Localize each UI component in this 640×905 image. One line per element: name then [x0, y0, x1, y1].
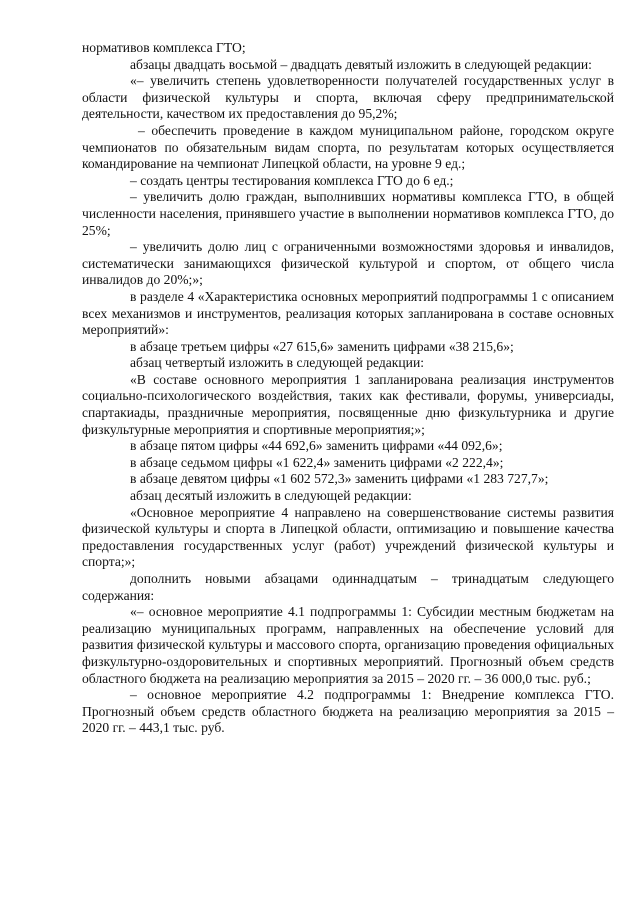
paragraph-satisfaction-target: «– увеличить степень удовлетворенности получателей государственных услуг в области физической культуры и спорта, включая сферу предпринимательской деятельности, качеством их предоставления до 95,2%;: [82, 73, 614, 122]
paragraph-main-event-1: «В составе основного мероприятия 1 запланирована реализация инструментов социально-психологического воздействия, таких как фестивали, форумы, универсиады, спартакиады, праздничные мероприятия, посвященные дню физкультурника и другие физкультурные мероприятия и спортивные мероприятия;»;: [82, 371, 614, 437]
paragraph-amend-28-29: абзацы двадцать восьмой – двадцать девятый изложить в следующей редакции:: [130, 56, 592, 72]
paragraph-ninth-figures: в абзаце девятом цифры «1 602 572,3» заменить цифрами «1 283 727,7»;: [130, 471, 549, 487]
paragraph-fifth-figures: в абзаце пятом цифры «44 692,6» заменить цифрами «44 092,6»;: [130, 438, 503, 454]
paragraph-section-4: в разделе 4 «Характеристика основных мероприятий подпрограммы 1 с описанием всех механизмов и инструментов, реализация которых запланирована в составе основных мероприятий»:: [82, 288, 614, 338]
paragraph-disabled-share: – увеличить долю лиц с ограниченными возможностями здоровья и инвалидов, систематически занимающихся физической культурой и спортом, от общего числа инвалидов до 20%;»;: [82, 239, 614, 288]
paragraph-fourth-amend: абзац четвертый изложить в следующей редакции:: [130, 355, 425, 371]
paragraph-championships-target: – обеспечить проведение в каждом муниципальном районе, городском округе чемпионатов по обязательным видам спорта, по результатам которых осуществляется командирование на чемпионат Липецкой области, на уровне 9 ед.;: [82, 122, 614, 172]
paragraph-seventh-figures: в абзаце седьмом цифры «1 622,4» заменить цифрами «2 222,4»;: [130, 454, 504, 470]
paragraph-testing-centers: – создать центры тестирования комплекса ГТО до 6 ед.;: [130, 172, 454, 188]
paragraph-tenth-amend: абзац десятый изложить в следующей редакции:: [130, 488, 412, 504]
paragraph-add-11-13: дополнить новыми абзацами одиннадцатым – тринадцатым следующего содержания:: [82, 571, 614, 603]
paragraph-main-event-4: «Основное мероприятие 4 направлено на совершенствование системы развития физической культуры и спорта в Липецкой области, оптимизацию и повышение качества предоставления государственных услуг (работ) учреждений физической культуры и спорта;»;: [82, 504, 614, 570]
paragraph-event-4-2: – основное мероприятие 4.2 подпрограммы 1: Внедрение комплекса ГТО. Прогнозный объем средств областного бюджета на реализацию мероприятия за 2015 – 2020 гг. – 443,1 тыс. руб.: [82, 687, 614, 736]
paragraph-third-figures: в абзаце третьем цифры «27 615,6» заменить цифрами «38 215,6»;: [130, 338, 514, 354]
paragraph-gto-share: – увеличить долю граждан, выполнивших нормативы комплекса ГТО, в общей численности населения, принявшего участие в выполнении нормативов комплекса ГТО, до 25%;: [82, 189, 614, 238]
paragraph-event-4-1: «– основное мероприятие 4.1 подпрограммы 1: Субсидии местным бюджетам на реализацию муниципальных программ, направленных на обеспечение условий для развития физической культуры и массового спорта, организацию проведения официальных физкультурно-оздоровительных и спортивных мероприятий. Прогнозный объем средств областного бюджета на реализацию мероприятия за 2015 – 2020 гг. – 36 000,0 тыс. руб.;: [82, 604, 614, 686]
paragraph-gto-standards-end: нормативов комплекса ГТО;: [82, 40, 246, 55]
document-body: [82, 40, 614, 737]
